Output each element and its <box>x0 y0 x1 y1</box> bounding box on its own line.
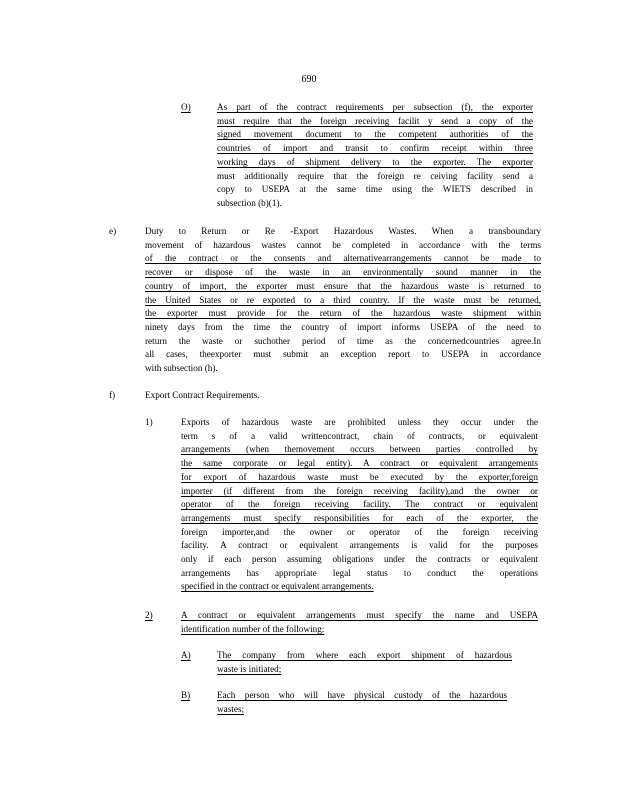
item-1-line: operator of the foreign receiving facility. The contract or equivalent <box>181 499 538 510</box>
item-1-line: facility. A contract or equivalent arrangements is valid for the purposes <box>181 540 538 551</box>
item-2-line: A contract or equivalent arrangements must specify the name and USEPA <box>181 610 538 620</box>
section-e-line: the United States or re exported to a third country. If the waste must be returned, <box>145 294 541 305</box>
item-1-label: 1) <box>145 417 153 427</box>
item-o-line: copy to USEPA at the same time using the WIETS described in <box>217 184 533 195</box>
item-1-line: specified in the contract or equivalent arrangements. <box>181 581 374 592</box>
item-o-line: As part of the contract requirements per subsection (f), the exporter <box>217 102 533 112</box>
item-1-line: foreign importer,and the owner or operator of the foreign receiving <box>181 526 538 537</box>
section-e-line: recover or dispose of the waste in an environmentally sound manner in the <box>145 267 541 278</box>
item-1-line: term s of a valid writtencontract, chain of contracts, or equivalent <box>181 430 538 441</box>
item-1-line: the same corporate or legal entity). A contract or equivalent arrangements <box>181 458 538 469</box>
item-1-line: for export of hazardous waste must be executed by the exporter,foreign <box>181 471 538 482</box>
item-1-line: arrangements must specify responsibilities for each of the exporter, the <box>181 512 538 523</box>
section-e-line: the exporter must provide for the return of the hazardous waste shipment within <box>145 308 541 319</box>
item-b-label: B) <box>181 690 191 700</box>
page-number: 690 <box>301 74 317 85</box>
item-2-text <box>181 609 538 636</box>
item-1-line: Exports of hazardous waste are prohibited unless they occur under the <box>181 417 538 427</box>
item-o-text <box>217 101 533 211</box>
item-a-label: A) <box>181 650 191 660</box>
item-a-text <box>217 649 512 676</box>
item-o-line: must additionally require that the foreign re ceiving facility send a <box>217 170 533 181</box>
section-e-text <box>145 225 541 376</box>
section-e-line: Duty to Return or Re -Export Hazardous Wastes. When a transboundary <box>145 226 541 236</box>
item-1-line: arrangements (when themovement occurs between parties controlled by <box>181 444 538 455</box>
item-o-line: signed movement document to the competent authorities of the <box>217 129 533 140</box>
item-a-line: waste is initiated; <box>217 663 282 674</box>
item-o-label: O) <box>181 102 191 112</box>
section-e-line: of the contract or the consents and alternativearrangements cannot be made to <box>145 253 541 264</box>
section-f-label: f) <box>109 390 116 400</box>
item-o-line: countries of import and transit to confirm receipt within three <box>217 143 533 154</box>
section-f-heading: Export Contract Requirements. <box>145 390 260 400</box>
item-1-text <box>181 416 538 594</box>
section-e-label: e) <box>109 226 117 236</box>
item-2-line: identification number of the following: <box>181 623 325 634</box>
section-e-line: return the waste or suchother period of time as the concernedcountries agree.In <box>145 335 541 346</box>
section-e-line: movement of hazardous wastes cannot be completed in accordance with the terms <box>145 239 541 250</box>
item-b-text <box>217 689 507 716</box>
section-e-line: all cases, theexporter must submit an exception report to USEPA in accordance <box>145 349 541 360</box>
section-e-line: with subsection (h). <box>145 363 218 374</box>
item-b-line: wastes; <box>217 703 245 714</box>
item-1-line: only if each person assuming obligations under the contracts or equivalent <box>181 554 538 565</box>
item-2-label: 2) <box>145 610 153 620</box>
item-1-line: importer (if different from the foreign receiving facility),and the owner or <box>181 485 538 496</box>
item-o-line: subsection (b)(1). <box>217 197 282 208</box>
section-e-line: ninety days from the time the country of import informs USEPA of the need to <box>145 321 541 332</box>
item-b-line: Each person who will have physical custody of the hazardous <box>217 690 507 700</box>
section-e-line: country of import, the exporter must ensure that the hazardous waste is returned to <box>145 280 541 291</box>
item-o-line: working days of shipment delivery to the exporter. The exporter <box>217 156 533 167</box>
item-a-line: The company from where each export shipment of hazardous <box>217 650 512 660</box>
item-o-line: must require that the foreign receiving facilit y send a copy of the <box>217 115 533 126</box>
item-1-line: arrangements has appropriate legal status to conduct the operations <box>181 567 538 578</box>
